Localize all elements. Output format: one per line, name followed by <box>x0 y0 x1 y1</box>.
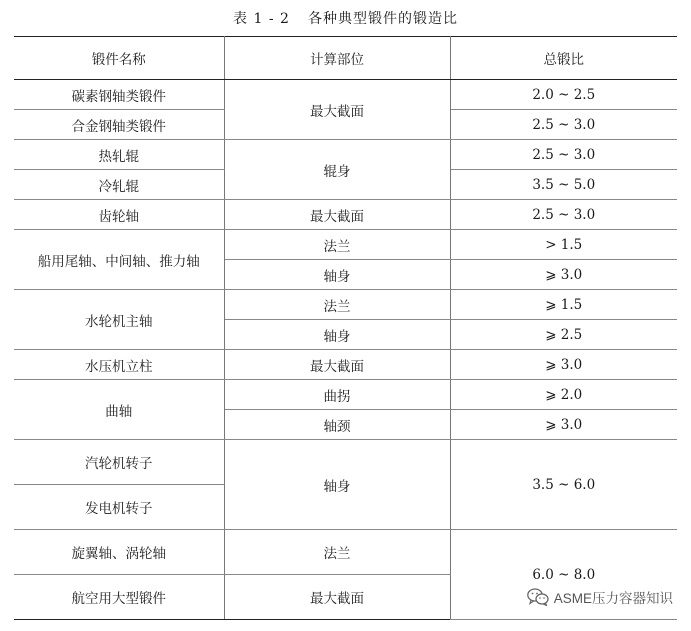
table-title <box>0 8 691 28</box>
cell-name: 旋翼轴、涡轮轴 <box>14 530 224 575</box>
wechat-icon <box>527 588 549 606</box>
cell-ratio: ⩾ 2.0 <box>450 380 677 410</box>
forging-ratio-table <box>14 36 677 620</box>
cell-ratio: 2.5 ~ 3.0 <box>450 200 677 230</box>
cell-ratio: 3.5 ~ 5.0 <box>450 170 677 200</box>
cell-name: 水轮机主轴 <box>14 290 224 350</box>
cell-part: 辊身 <box>224 140 450 200</box>
cell-name: 冷轧辊 <box>14 170 224 200</box>
table-row <box>14 380 677 410</box>
cell-ratio: > 1.5 <box>450 230 677 260</box>
table-row <box>14 140 677 170</box>
cell-part: 轴身 <box>224 440 450 530</box>
cell-name: 热轧辊 <box>14 140 224 170</box>
table-row <box>14 350 677 380</box>
cell-name: 齿轮轴 <box>14 200 224 230</box>
cell-name: 汽轮机转子 <box>14 440 224 485</box>
cell-part: 最大截面 <box>224 80 450 140</box>
cell-ratio: 2.5 ~ 3.0 <box>450 140 677 170</box>
cell-part: 轴颈 <box>224 410 450 440</box>
header-forging-name: 锻件名称 <box>14 37 224 80</box>
table-row <box>14 200 677 230</box>
table-row <box>14 230 677 260</box>
cell-part: 法兰 <box>224 530 450 575</box>
cell-part: 最大截面 <box>224 350 450 380</box>
cell-name: 合金钢轴类锻件 <box>14 110 224 140</box>
watermark <box>523 585 677 609</box>
cell-part: 轴身 <box>224 260 450 290</box>
cell-part: 曲拐 <box>224 380 450 410</box>
cell-ratio: ⩾ 3.0 <box>450 350 677 380</box>
header-calc-section: 计算部位 <box>224 37 450 80</box>
cell-ratio: ⩾ 2.5 <box>450 320 677 350</box>
cell-part: 法兰 <box>224 230 450 260</box>
cell-name: 船用尾轴、中间轴、推力轴 <box>14 230 224 290</box>
header-total-ratio: 总锻比 <box>450 37 677 80</box>
cell-part: 最大截面 <box>224 200 450 230</box>
watermark-text: ASME压力容器知识 <box>553 591 673 606</box>
cell-name: 发电机转子 <box>14 485 224 530</box>
cell-ratio: 2.5 ~ 3.0 <box>450 110 677 140</box>
cell-name: 曲轴 <box>14 380 224 440</box>
cell-ratio: 6.0 ~ 8.0 <box>450 530 677 620</box>
table-row <box>14 290 677 320</box>
cell-ratio: ⩾ 3.0 <box>450 410 677 440</box>
table-number: 表 1 - 2 <box>233 11 290 27</box>
table-header-row <box>14 37 677 80</box>
cell-part: 法兰 <box>224 290 450 320</box>
cell-part: 最大截面 <box>224 575 450 620</box>
cell-name: 水压机立柱 <box>14 350 224 380</box>
cell-ratio: ⩾ 1.5 <box>450 290 677 320</box>
cell-ratio: 3.5 ~ 6.0 <box>450 440 677 530</box>
cell-name: 碳素钢轴类锻件 <box>14 80 224 110</box>
table-row <box>14 80 677 110</box>
cell-name: 航空用大型锻件 <box>14 575 224 620</box>
table-caption: 各种典型锻件的锻造比 <box>307 11 458 27</box>
cell-part: 轴身 <box>224 320 450 350</box>
cell-ratio: 2.0 ~ 2.5 <box>450 80 677 110</box>
cell-ratio: ⩾ 3.0 <box>450 260 677 290</box>
table-row <box>14 530 677 575</box>
table-row <box>14 440 677 485</box>
